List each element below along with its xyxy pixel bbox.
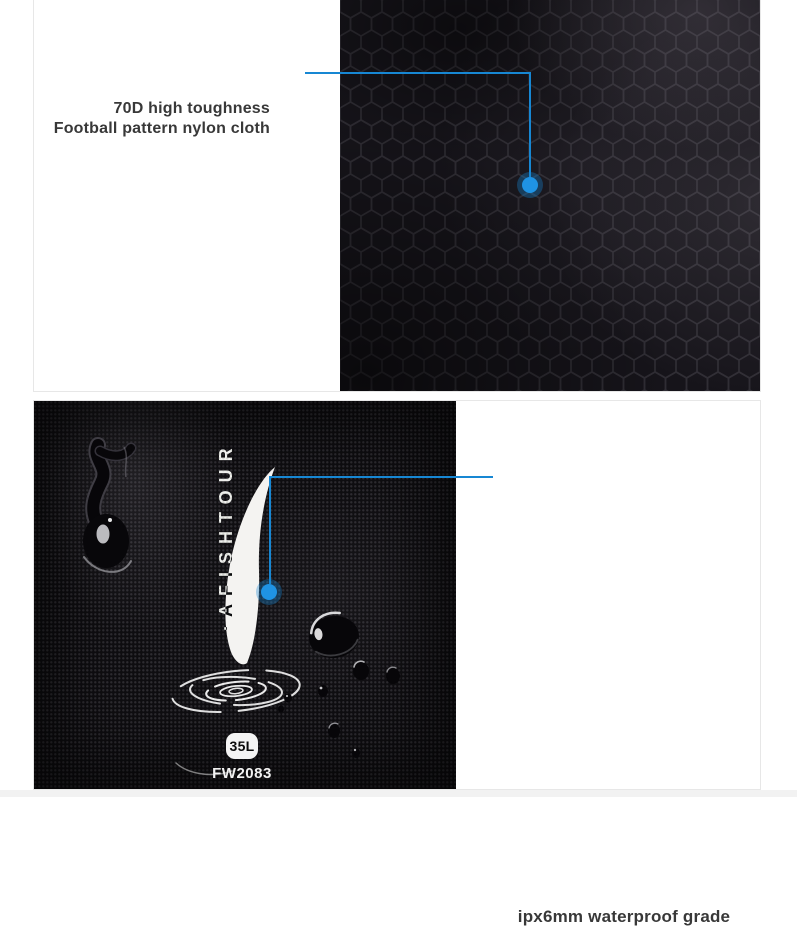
water-droplet-left xyxy=(83,445,131,572)
fabric-sheen-overlay xyxy=(340,0,760,391)
fabric-caption-line2: Football pattern nylon cloth xyxy=(53,120,270,137)
waterproof-caption: ipx6mm waterproof grade xyxy=(517,907,731,926)
fabric-callout-line-horizontal xyxy=(305,72,531,74)
fabric-caption-line1: 70D high toughness xyxy=(113,100,270,117)
waterproof-callout-line-vertical xyxy=(269,476,271,584)
bag-photo xyxy=(34,401,456,789)
water-droplets-small xyxy=(278,661,400,758)
fabric-feature-card xyxy=(33,0,761,392)
fabric-callout-dot-icon xyxy=(522,177,538,193)
brand-vertical-text: ·AFISHTOUR xyxy=(216,440,236,632)
fabric-caption xyxy=(54,99,270,139)
water-droplet-large xyxy=(306,610,362,662)
fabric-photo xyxy=(340,0,760,391)
waterproof-callout-dot-icon xyxy=(261,584,277,600)
capacity-badge: 35L xyxy=(226,733,258,759)
footer-divider-strip xyxy=(0,790,797,797)
fabric-callout-line-vertical xyxy=(529,72,531,178)
model-number: FW2083 xyxy=(212,765,272,782)
waterproof-callout-line-horizontal xyxy=(269,476,493,478)
waterproof-feature-card xyxy=(33,400,761,926)
